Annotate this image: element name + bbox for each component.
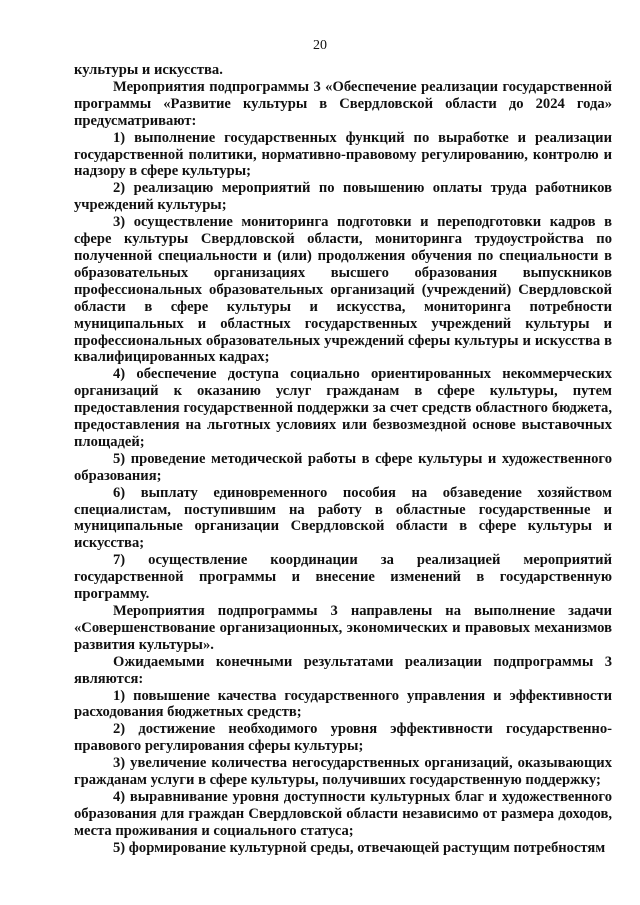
list-item: 5) формирование культурной среды, отвечающей растущим потребностям [113, 839, 606, 856]
list-item: 2) достижение необходимого уровня эффективности государственно-правового регулирования сферы культуры; [74, 721, 612, 755]
paragraph: культуры и искусства. [74, 62, 223, 78]
list-item: 3) увеличение количества негосударственных организаций, оказывающих гражданам услуги в сфере культуры, получивших государственную поддержку; [74, 755, 612, 789]
list-item: 7) осуществление координации за реализацией мероприятий государственной программы и внесение изменений в государственную программу. [74, 552, 612, 603]
list-item: 2) реализацию мероприятий по повышению оплаты труда работников учреждений культуры; [74, 180, 612, 214]
document-body [74, 62, 612, 857]
paragraph: Мероприятия подпрограммы 3 «Обеспечение реализации государственной программы «Развитие культуры в Свердловской области до 2024 года» предусматривают: [74, 78, 612, 129]
list-item: 1) повышение качества государственного управления и эффективности расходования бюджетных средств; [74, 687, 612, 721]
paragraph: Мероприятия подпрограммы 3 направлены на выполнение задачи «Совершенствование организационных, экономических и правовых механизмов развития культуры». [74, 603, 612, 653]
list-item: 6) выплату единовременного пособия на обзаведение хозяйством специалистам, поступившим на работу в областные государственные и муниципальные организации Свердловской области в сфере культуры и искусства; [74, 484, 612, 552]
list-item: 3) осуществление мониторинга подготовки и переподготовки кадров в сфере культуры Свердловской области, мониторинга трудоустройства по полученной специальности и (или) продолжения обучения по специальности в образовательных организациях высшего образования выпускников профессиональных образовательных организаций (учреждений) Свердловской области в сфере культуры и искусства, мониторинга потребности муниципальных и областных государственных учреждений культуры и профессиональных образовательных учреждений сферы культуры и искусства в квалифицированных кадрах; [74, 214, 612, 366]
paragraph: Ожидаемыми конечными результатами реализации подпрограммы 3 являются: [74, 653, 612, 687]
list-item: 4) обеспечение доступа социально ориентированных некоммерческих организаций к оказанию услуг гражданам в сфере культуры, путем предоставления государственной поддержки за счет средств областного бюджета, предоставления на льготных условиях или безвозмездной основе выставочных площадей; [74, 366, 612, 450]
list-item: 5) проведение методической работы в сфере культуры и художественного образования; [74, 450, 612, 484]
list-item: 4) выравнивание уровня доступности культурных благ и художественного образования для граждан Свердловской области независимо от размера доходов, места проживания и социального статуса; [74, 788, 612, 839]
list-item: 1) выполнение государственных функций по выработке и реализации государственной политики, нормативно-правовому регулированию, контролю и надзору в сфере культуры; [74, 129, 612, 180]
page-number: 20 [313, 38, 327, 53]
